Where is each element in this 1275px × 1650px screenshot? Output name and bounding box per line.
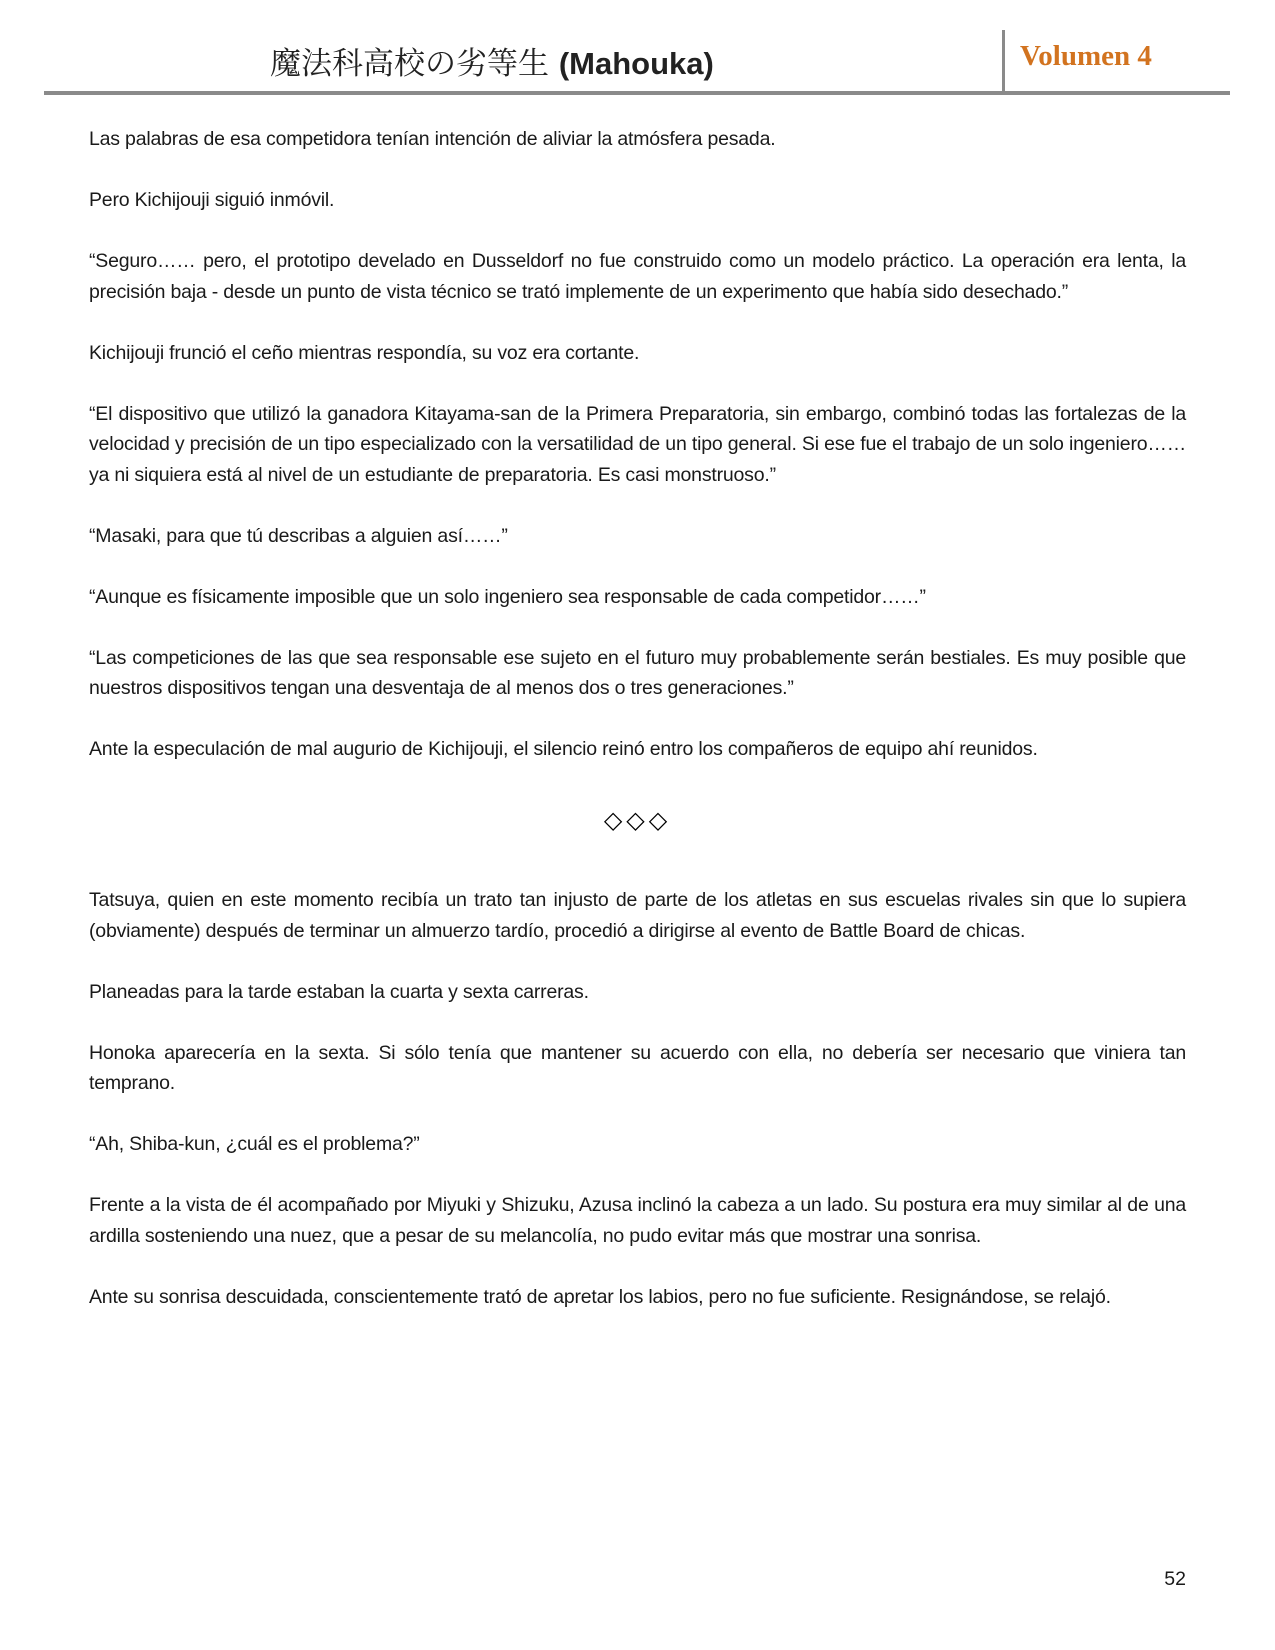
scene-break-diamonds: ◇◇◇ bbox=[603, 805, 672, 834]
paragraph: “Ah, Shiba-kun, ¿cuál es el problema?” bbox=[89, 1133, 420, 1155]
header-vertical-divider bbox=[1002, 30, 1005, 94]
header-horizontal-rule bbox=[44, 91, 1230, 95]
paragraph: “Seguro…… pero, el prototipo develado en Dusseldorf no fue construido como un modelo práctico. La operación era lenta, la precisión baja - desde un punto de vista técnico se trató implemente de un experimento que había sido desechado.” bbox=[89, 250, 1186, 303]
paragraph: Planeadas para la tarde estaban la cuarta y sexta carreras. bbox=[89, 980, 589, 1003]
paragraph: Kichijouji frunció el ceño mientras respondía, su voz era cortante. bbox=[89, 341, 640, 364]
paragraph: “Las competiciones de las que sea responsable ese sujeto en el futuro muy probablemente serán bestiales. Es muy posible que nuestros dispositivos tengan una desventaja de al menos dos o tres generaciones.” bbox=[89, 646, 1186, 699]
paragraph: Frente a la vista de él acompañado por Miyuki y Shizuku, Azusa inclinó la cabeza a un lado. Su postura era muy similar al de una ardilla sosteniendo una nuez, que a pesar de su melancolía, no pudo evitar más que mostrar una sonrisa. bbox=[89, 1194, 1186, 1247]
paragraph: “Aunque es físicamente imposible que un solo ingeniero sea responsable de cada competidor……” bbox=[89, 585, 926, 608]
volume-label: Volumen 4 bbox=[1020, 40, 1152, 72]
paragraph: Tatsuya, quien en este momento recibía un trato tan injusto de parte de los atletas en sus escuelas rivales sin que lo supiera (obviamente) después de terminar un almuerzo tardío, procedió a dirigirse al evento de Battle Board de chicas. bbox=[89, 889, 1186, 942]
paragraph: Ante su sonrisa descuidada, conscientemente trató de apretar los labios, pero no fue suficiente. Resignándose, se relajó. bbox=[89, 1285, 1111, 1308]
page-number: 52 bbox=[1164, 1568, 1186, 1590]
paragraph: Las palabras de esa competidora tenían intención de aliviar la atmósfera pesada. bbox=[89, 128, 776, 150]
book-title bbox=[270, 38, 790, 83]
paragraph: Pero Kichijouji siguió inmóvil. bbox=[89, 189, 335, 211]
paragraph: “El dispositivo que utilizó la ganadora Kitayama-san de la Primera Preparatoria, sin embargo, combinó todas las fortalezas de la velocidad y precisión de un tipo especializado con la versatilidad de un tipo general. Si ese fue el trabajo de un solo ingeniero…… ya ni siquiera está al nivel de un estudiante de preparatoria. Es casi monstruoso.” bbox=[89, 402, 1186, 486]
book-title-latin: (Mahouka) bbox=[558, 46, 714, 81]
paragraph: Ante la especulación de mal augurio de Kichijouji, el silencio reinó entro los compañeros de equipo ahí reunidos. bbox=[89, 738, 1038, 760]
book-title-japanese: 魔法科高校の劣等生 bbox=[270, 46, 549, 82]
page-body bbox=[89, 124, 1186, 1343]
paragraph: “Masaki, para que tú describas a alguien así……” bbox=[89, 524, 508, 547]
paragraph: Honoka aparecería en la sexta. Si sólo tenía que mantener su acuerdo con ella, no debería ser necesario que viniera tan temprano. bbox=[89, 1041, 1186, 1094]
